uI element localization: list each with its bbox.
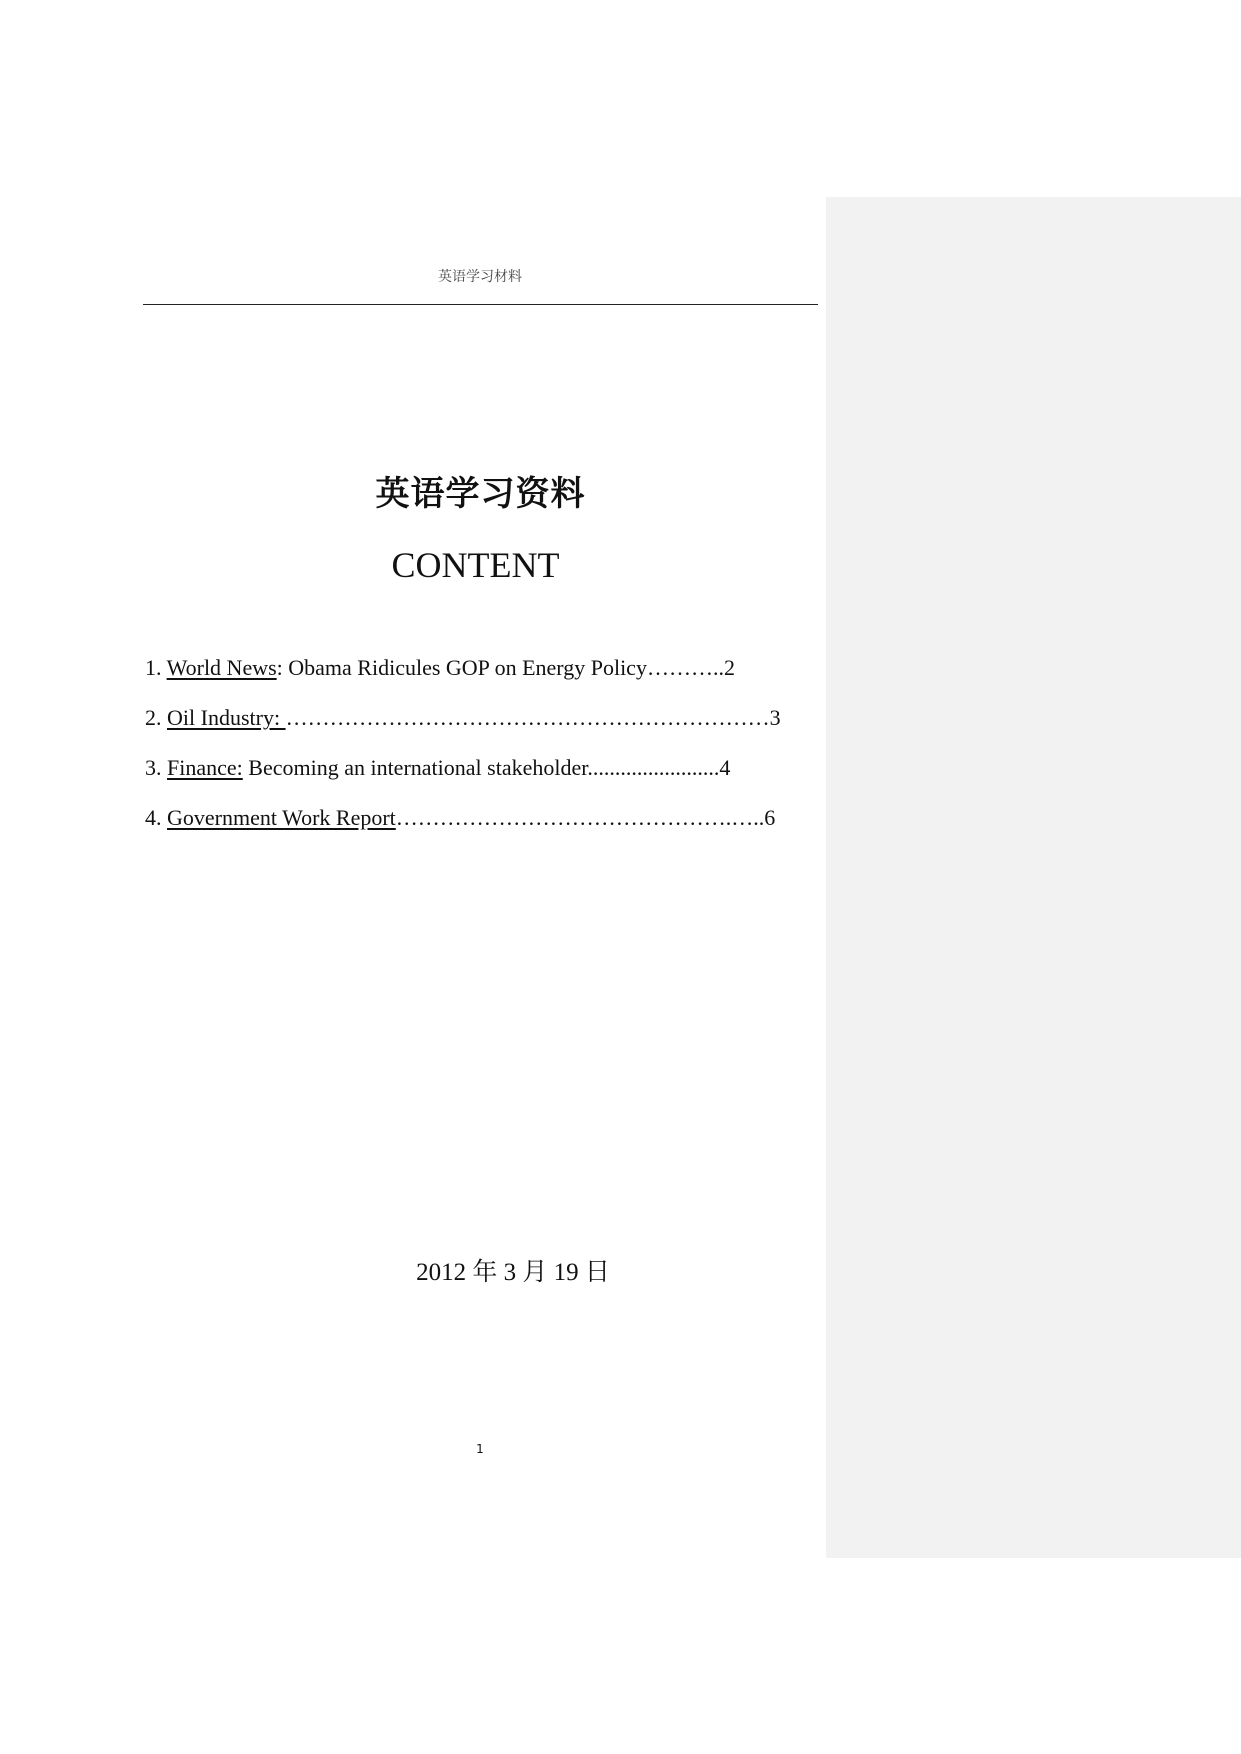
toc-link-oil-industry[interactable]: Oil Industry: [167,705,286,730]
page-number: 1 [476,1442,484,1456]
document-title: 英语学习资料 [375,474,586,514]
page-header: 英语学习材料 [438,269,522,285]
toc-link-government-work-report[interactable]: Government Work Report [167,805,396,830]
toc-item-number: 3. [145,755,167,780]
toc-item-number: 4. [145,805,167,830]
toc-item-title: ……………………………………….…..6 [395,805,776,830]
toc-item-title: Becoming an international stakeholder........................4 [242,755,731,780]
toc-link-finance[interactable]: Finance: [167,755,243,780]
toc-item-number: 2. [145,705,167,730]
toc-item-finance [145,750,755,800]
toc-item-number: 1. [145,655,167,680]
toc-link-world-news[interactable]: World News [166,655,277,680]
toc-item-government-work-report [145,800,776,850]
toc-item-oil-industry [145,700,781,750]
toc-item-world-news [145,650,755,700]
toc-item-title: …………………………………………………………3 [285,705,781,730]
comment-pane [826,197,1241,1558]
content-heading: CONTENT [391,545,560,585]
toc-item-title: : Obama Ridicules GOP on Energy Policy………..2 [276,655,735,680]
header-divider [143,304,818,305]
document-date: 2012 年 3 月 19 日 [416,1259,610,1286]
table-of-contents [145,650,781,850]
